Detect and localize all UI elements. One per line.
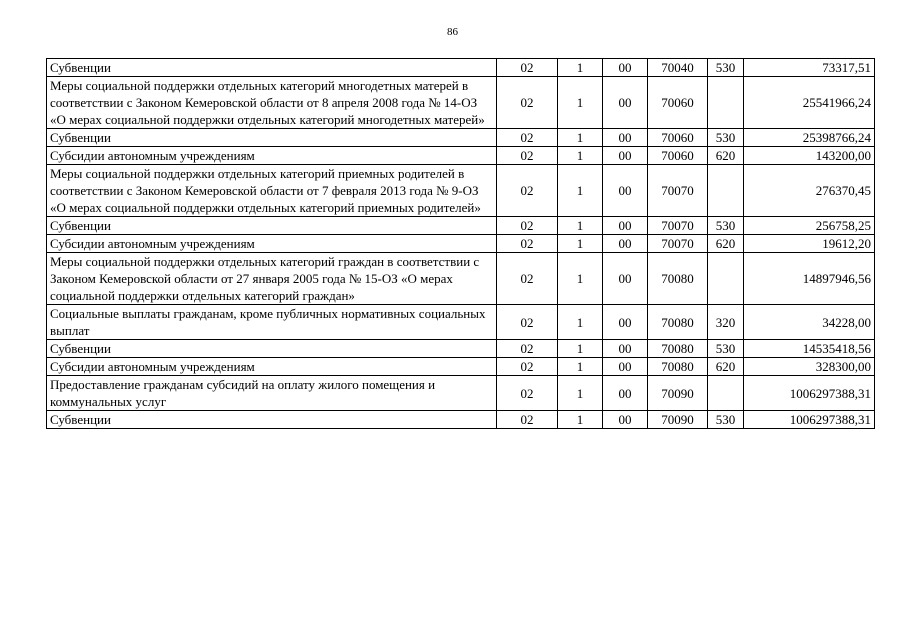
row-amount-cell: 34228,00 [744, 305, 875, 340]
row-name-cell: Субсидии автономным учреждениям [47, 235, 497, 253]
row-name-cell: Субвенции [47, 59, 497, 77]
row-program-cell: 1 [558, 77, 603, 129]
row-direction-cell: 70070 [648, 235, 708, 253]
row-name-cell: Меры социальной поддержки отдельных категорий приемных родителей в соответствии с Законом Кемеровской области от 7 февраля 2013 года № 9-ОЗ «О мерах социальной поддержки отдельных категорий приемных родителей» [47, 165, 497, 217]
row-name-cell: Субвенции [47, 411, 497, 429]
row-amount-cell: 143200,00 [744, 147, 875, 165]
row-program-cell: 1 [558, 253, 603, 305]
row-section-cell: 02 [497, 411, 558, 429]
row-name-cell: Социальные выплаты гражданам, кроме публичных нормативных социальных выплат [47, 305, 497, 340]
row-expense-type-cell [708, 376, 744, 411]
row-expense-type-cell [708, 165, 744, 217]
row-subprogram-cell: 00 [603, 253, 648, 305]
row-expense-type-cell: 530 [708, 340, 744, 358]
row-section-cell: 02 [497, 59, 558, 77]
row-program-cell: 1 [558, 376, 603, 411]
row-expense-type-cell: 530 [708, 129, 744, 147]
row-subprogram-cell: 00 [603, 411, 648, 429]
row-subprogram-cell: 00 [603, 305, 648, 340]
table-row [47, 217, 875, 235]
row-expense-type-cell [708, 77, 744, 129]
row-amount-cell: 14535418,56 [744, 340, 875, 358]
row-subprogram-cell: 00 [603, 165, 648, 217]
table-row [47, 305, 875, 340]
row-program-cell: 1 [558, 165, 603, 217]
row-subprogram-cell: 00 [603, 59, 648, 77]
page-number: 86 [447, 26, 458, 38]
table-row [47, 411, 875, 429]
row-subprogram-cell: 00 [603, 358, 648, 376]
row-section-cell: 02 [497, 77, 558, 129]
row-direction-cell: 70080 [648, 305, 708, 340]
row-program-cell: 1 [558, 358, 603, 376]
row-subprogram-cell: 00 [603, 147, 648, 165]
row-program-cell: 1 [558, 217, 603, 235]
row-expense-type-cell: 530 [708, 217, 744, 235]
row-section-cell: 02 [497, 235, 558, 253]
row-direction-cell: 70080 [648, 253, 708, 305]
row-name-cell: Субвенции [47, 340, 497, 358]
row-subprogram-cell: 00 [603, 129, 648, 147]
budget-table [46, 58, 875, 429]
row-expense-type-cell: 530 [708, 411, 744, 429]
table-row [47, 253, 875, 305]
row-section-cell: 02 [497, 376, 558, 411]
table-row [47, 376, 875, 411]
row-name-cell: Меры социальной поддержки отдельных категорий граждан в соответствии с Законом Кемеровской области от 27 января 2005 года № 15-ОЗ «О мерах социальной поддержки отдельных категорий граждан» [47, 253, 497, 305]
row-direction-cell: 70080 [648, 340, 708, 358]
row-direction-cell: 70040 [648, 59, 708, 77]
row-direction-cell: 70060 [648, 129, 708, 147]
row-program-cell: 1 [558, 340, 603, 358]
row-program-cell: 1 [558, 129, 603, 147]
row-direction-cell: 70060 [648, 77, 708, 129]
row-program-cell: 1 [558, 305, 603, 340]
row-expense-type-cell: 620 [708, 358, 744, 376]
row-name-cell: Субвенции [47, 217, 497, 235]
row-program-cell: 1 [558, 411, 603, 429]
row-amount-cell: 1006297388,31 [744, 411, 875, 429]
table-row [47, 77, 875, 129]
row-expense-type-cell: 620 [708, 235, 744, 253]
table-row [47, 129, 875, 147]
row-section-cell: 02 [497, 340, 558, 358]
row-program-cell: 1 [558, 235, 603, 253]
row-amount-cell: 19612,20 [744, 235, 875, 253]
row-name-cell: Предоставление гражданам субсидий на оплату жилого помещения и коммунальных услуг [47, 376, 497, 411]
row-expense-type-cell: 320 [708, 305, 744, 340]
row-amount-cell: 256758,25 [744, 217, 875, 235]
row-amount-cell: 1006297388,31 [744, 376, 875, 411]
row-direction-cell: 70070 [648, 165, 708, 217]
row-direction-cell: 70070 [648, 217, 708, 235]
row-expense-type-cell: 530 [708, 59, 744, 77]
row-section-cell: 02 [497, 253, 558, 305]
row-section-cell: 02 [497, 358, 558, 376]
row-direction-cell: 70060 [648, 147, 708, 165]
row-section-cell: 02 [497, 305, 558, 340]
row-direction-cell: 70090 [648, 411, 708, 429]
row-section-cell: 02 [497, 129, 558, 147]
table-row [47, 235, 875, 253]
row-name-cell: Субвенции [47, 129, 497, 147]
row-section-cell: 02 [497, 147, 558, 165]
row-direction-cell: 70090 [648, 376, 708, 411]
row-amount-cell: 73317,51 [744, 59, 875, 77]
row-direction-cell: 70080 [648, 358, 708, 376]
table-row [47, 59, 875, 77]
row-name-cell: Субсидии автономным учреждениям [47, 358, 497, 376]
row-section-cell: 02 [497, 217, 558, 235]
table-row [47, 340, 875, 358]
row-subprogram-cell: 00 [603, 217, 648, 235]
row-name-cell: Меры социальной поддержки отдельных категорий многодетных матерей в соответствии с Законом Кемеровской области от 8 апреля 2008 года № 14-ОЗ «О мерах социальной поддержки отдельных категорий многодетных матерей» [47, 77, 497, 129]
row-amount-cell: 328300,00 [744, 358, 875, 376]
row-subprogram-cell: 00 [603, 340, 648, 358]
row-subprogram-cell: 00 [603, 235, 648, 253]
row-amount-cell: 25398766,24 [744, 129, 875, 147]
table-row [47, 165, 875, 217]
row-expense-type-cell [708, 253, 744, 305]
row-section-cell: 02 [497, 165, 558, 217]
row-subprogram-cell: 00 [603, 376, 648, 411]
row-program-cell: 1 [558, 59, 603, 77]
row-name-cell: Субсидии автономным учреждениям [47, 147, 497, 165]
row-expense-type-cell: 620 [708, 147, 744, 165]
row-amount-cell: 14897946,56 [744, 253, 875, 305]
row-amount-cell: 276370,45 [744, 165, 875, 217]
row-program-cell: 1 [558, 147, 603, 165]
table-row [47, 147, 875, 165]
table-row [47, 358, 875, 376]
row-amount-cell: 25541966,24 [744, 77, 875, 129]
budget-table-body [47, 59, 875, 429]
row-subprogram-cell: 00 [603, 77, 648, 129]
